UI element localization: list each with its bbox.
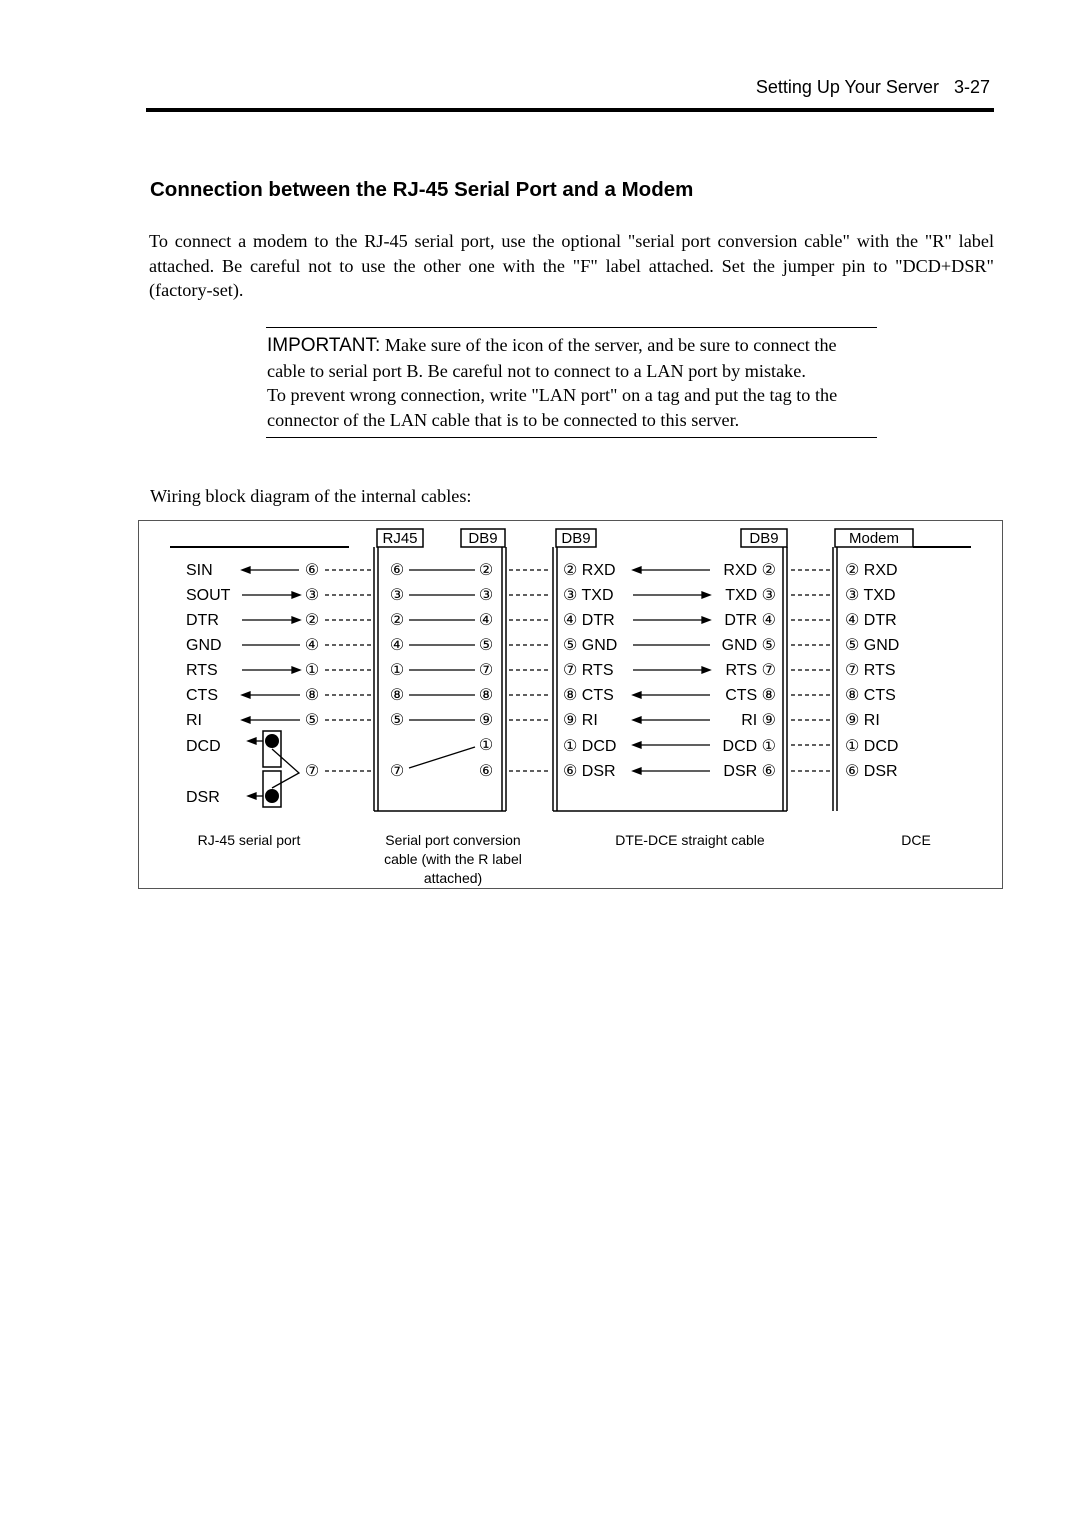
port-pin: ⑧ bbox=[304, 687, 320, 704]
caption-conversion-line-3: attached) bbox=[423, 870, 483, 886]
conversion-right-pin: ③ bbox=[478, 587, 494, 604]
caption-dce: DCE bbox=[901, 832, 931, 848]
straight-right-signal: DCD ① bbox=[722, 738, 776, 755]
signal-label: DCD bbox=[186, 738, 221, 755]
running-header bbox=[756, 77, 990, 98]
important-label: IMPORTANT: bbox=[267, 335, 381, 356]
straight-right-signal: RTS ⑦ bbox=[725, 662, 776, 679]
conversion-right-pin: ⑦ bbox=[478, 662, 494, 679]
header-rule bbox=[146, 108, 994, 112]
important-note bbox=[266, 327, 877, 438]
straight-right-signal: GND ⑤ bbox=[721, 637, 776, 654]
jumper-pin: ⑦ bbox=[304, 763, 320, 780]
signal-label: DSR bbox=[186, 789, 220, 806]
conversion-right-pin: ④ bbox=[478, 612, 494, 629]
rj45-header: RJ45 bbox=[382, 530, 418, 547]
conversion-left-pin: ⑥ bbox=[389, 562, 405, 579]
straight-left-signal: ① DCD bbox=[563, 738, 617, 755]
conversion-wires bbox=[409, 570, 475, 768]
port-pin: ⑥ bbox=[304, 562, 320, 579]
port-pin: ① bbox=[304, 662, 320, 679]
signal-label: DTR bbox=[186, 612, 219, 629]
intro-paragraph: To connect a modem to the RJ-45 serial port, use the optional "serial port conversion cable" with the "R" label attached. Be careful not to use the other one with the "F" label attached. Set the jumper pin to "DCD+DSR" (factory-set). bbox=[149, 231, 994, 300]
jumper-block bbox=[263, 731, 299, 807]
wiring-diagram-svg bbox=[139, 521, 1002, 888]
conversion-right-pin: ① bbox=[478, 737, 494, 754]
straight-left-signal: ③ TXD bbox=[563, 587, 614, 604]
straight-right-signal: RI ⑨ bbox=[741, 712, 776, 729]
conversion-right-pin: ⑨ bbox=[478, 712, 494, 729]
straight-right-signal: DTR ④ bbox=[724, 612, 776, 629]
port-signal-column bbox=[186, 562, 319, 806]
db9-header-b: DB9 bbox=[561, 530, 591, 547]
conversion-left-pin: ② bbox=[389, 612, 405, 629]
modem-signal: ⑦ RTS bbox=[845, 662, 896, 679]
diagram-caption: Wiring block diagram of the internal cables: bbox=[150, 486, 472, 506]
straight-left-signal: ⑦ RTS bbox=[563, 662, 614, 679]
header-page-number: 3-27 bbox=[953, 77, 990, 97]
modem-signal: ③ TXD bbox=[845, 587, 896, 604]
modem-signal: ② RXD bbox=[845, 562, 898, 579]
port-pin: ③ bbox=[304, 587, 320, 604]
signal-label: SOUT bbox=[186, 587, 231, 604]
conversion-right-pin: ② bbox=[478, 562, 494, 579]
signal-label: GND bbox=[186, 637, 222, 654]
straight-cable-rows bbox=[563, 562, 776, 780]
conversion-left-pin: ④ bbox=[389, 637, 405, 654]
conversion-cable-rows bbox=[390, 562, 493, 780]
modem-signal: ⑧ CTS bbox=[845, 687, 896, 704]
db9-header-a: DB9 bbox=[468, 530, 498, 547]
modem-signal: ⑨ RI bbox=[845, 712, 880, 729]
conversion-left-pin: ⑧ bbox=[389, 687, 405, 704]
caption-conversion-line-1: Serial port conversion bbox=[385, 832, 521, 848]
conversion-left-pin: ① bbox=[389, 662, 405, 679]
straight-right-signal: DSR ⑥ bbox=[723, 763, 776, 780]
conversion-right-pin: ⑥ bbox=[478, 763, 494, 780]
section-title: Connection between the RJ-45 Serial Port and a Modem bbox=[150, 178, 694, 201]
port-pin: ⑤ bbox=[304, 712, 320, 729]
important-text-2: To prevent wrong connection, write "LAN port" on a tag and put the tag to the connector of the LAN cable that is to be connected to this server. bbox=[267, 385, 838, 430]
port-pin: ④ bbox=[304, 637, 320, 654]
caption-conversion-line-2: cable (with the R label bbox=[384, 851, 522, 867]
conversion-right-pin: ⑧ bbox=[478, 687, 494, 704]
straight-left-signal: ⑨ RI bbox=[563, 712, 598, 729]
signal-label: RTS bbox=[186, 662, 218, 679]
header-section: Setting Up Your Server bbox=[755, 77, 939, 97]
modem-header: Modem bbox=[848, 530, 900, 547]
modem-signal: ⑤ GND bbox=[845, 637, 900, 654]
wiring-diagram bbox=[138, 520, 1003, 889]
port-pin: ② bbox=[304, 612, 320, 629]
straight-right-signal: CTS ⑧ bbox=[725, 687, 776, 704]
conversion-left-pin: ⑤ bbox=[389, 712, 405, 729]
modem-signal: ⑥ DSR bbox=[845, 763, 898, 780]
signal-label: CTS bbox=[186, 687, 218, 704]
caption-port: RJ-45 serial port bbox=[197, 832, 301, 848]
signal-label: RI bbox=[186, 712, 202, 729]
straight-right-signal: TXD ③ bbox=[725, 587, 776, 604]
straight-left-signal: ② RXD bbox=[563, 562, 616, 579]
modem-signal: ① DCD bbox=[845, 738, 899, 755]
important-body-1: Make sure of the icon of the server, and be sure to connect the cable to serial port B. Be careful not to connect to a LAN port by mistake. bbox=[267, 335, 837, 381]
straight-left-signal: ⑥ DSR bbox=[563, 763, 616, 780]
port-arrows bbox=[242, 567, 300, 799]
straight-left-signal: ④ DTR bbox=[563, 612, 615, 629]
db9-header-c: DB9 bbox=[749, 530, 779, 547]
important-text-1 bbox=[267, 333, 877, 383]
conversion-left-pin: ③ bbox=[389, 587, 405, 604]
straight-right-signal: RXD ② bbox=[723, 562, 776, 579]
signal-label: SIN bbox=[186, 562, 213, 579]
modem-column bbox=[845, 562, 899, 780]
conversion-left-pin: ⑦ bbox=[389, 763, 405, 780]
straight-left-signal: ⑤ GND bbox=[563, 637, 618, 654]
modem-signal: ④ DTR bbox=[845, 612, 897, 629]
conversion-right-pin: ⑤ bbox=[478, 637, 494, 654]
straight-wires bbox=[633, 567, 710, 774]
straight-left-signal: ⑧ CTS bbox=[563, 687, 614, 704]
caption-straight-cable: DTE-DCE straight cable bbox=[615, 832, 765, 848]
